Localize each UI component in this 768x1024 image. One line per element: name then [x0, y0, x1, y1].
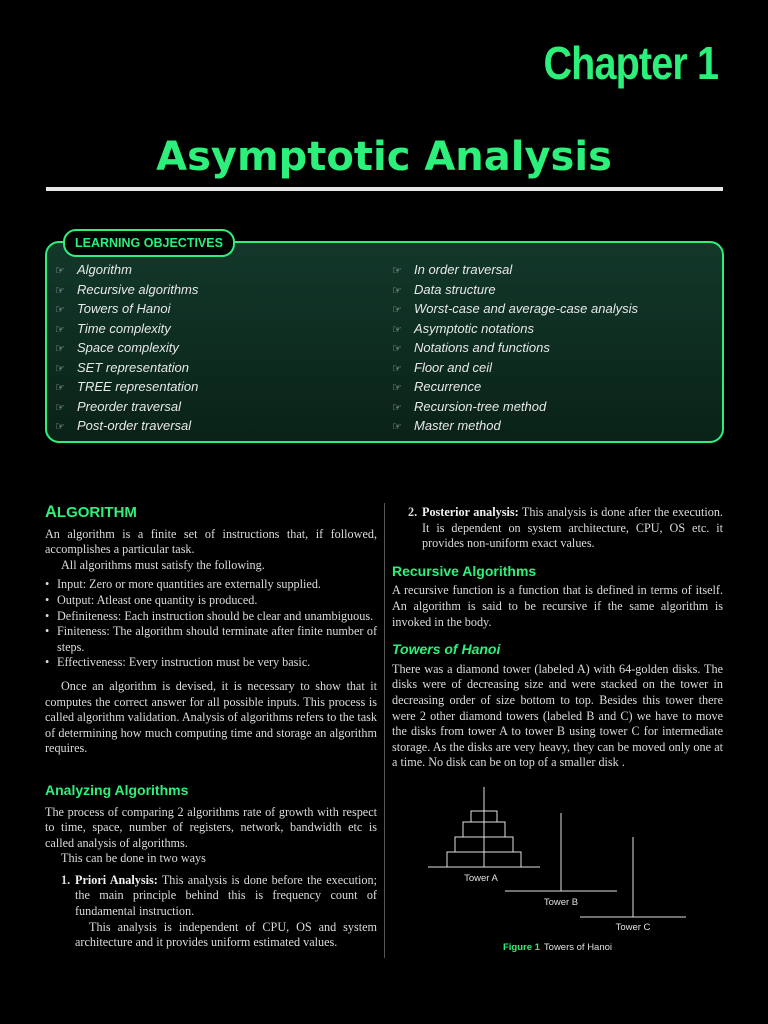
pointing-hand-icon: ☞: [55, 421, 65, 433]
analyzing-heading: Analyzing Algorithms: [45, 781, 189, 798]
tower-b-label: Tower B: [543, 897, 579, 908]
pointing-hand-icon: ☞: [392, 421, 402, 433]
objective-item: ☞ Time complexity: [55, 319, 198, 339]
page-title: Asymptotic Analysis: [156, 134, 612, 180]
hanoi-heading: Towers of Hanoi: [392, 641, 501, 658]
pointing-hand-icon: ☞: [55, 401, 65, 414]
objective-item: ☞ Recursive algorithms: [55, 280, 198, 300]
objective-item: ☞ Towers of Hanoi: [55, 299, 198, 319]
objective-item: ☞ Floor and ceil: [392, 358, 638, 378]
objective-item: ☞ TREE representation: [55, 377, 198, 397]
objective-item: ☞ SET representation: [55, 358, 198, 378]
recursive-heading: Recursive Algorithms: [392, 562, 537, 579]
list-item: • Input: Zero or more quantities are externally supplied.: [45, 577, 377, 593]
list-item: • Output: Atleast one quantity is produced.: [45, 593, 377, 609]
pointing-hand-icon: ☞: [392, 304, 402, 316]
figure-caption-text: Towers of Hanoi: [543, 942, 613, 953]
objective-item: ☞ Algorithm: [55, 260, 198, 280]
list-item: • Effectiveness: Every instruction must be very basic.: [45, 655, 377, 671]
algorithm-heading: ALGORITHM: [45, 503, 137, 521]
tower-c-label: Tower C: [615, 922, 651, 933]
objective-item: ☞ Worst-case and average-case analysis: [392, 299, 638, 319]
left-column: [45, 505, 377, 951]
priori-analysis-more: This analysis is independent of CPU, OS and system architecture and it provides uniform estimated values.: [75, 919, 377, 950]
algorithm-definition: An algorithm is a finite set of instructions that, if followed, accomplishes a particular task.: [45, 526, 377, 557]
pointing-hand-icon: ☞: [392, 284, 402, 297]
analyzing-ways: This can be done in two ways: [61, 851, 206, 866]
objective-item: ☞ In order traversal: [392, 260, 638, 280]
right-column: [392, 505, 723, 771]
figure-caption: [392, 942, 723, 953]
analyzing-paragraph: The process of comparing 2 algorithms rate of growth with respect to time, space, number of registers, network, bandwidth etc is called analysis of algorithms.: [45, 804, 377, 850]
tower-a-label: Tower A: [464, 873, 498, 884]
pointing-hand-icon: ☞: [392, 382, 402, 394]
objective-item: ☞ Post-order traversal: [55, 416, 198, 436]
pointing-hand-icon: ☞: [392, 362, 402, 375]
pointing-hand-icon: ☞: [392, 265, 402, 277]
title-rule: [46, 187, 723, 191]
chapter-number: Chapter 1: [543, 37, 718, 89]
algorithm-properties-list: [45, 577, 377, 671]
objective-item: ☞ Recursion-tree method: [392, 397, 638, 417]
list-item: • Finiteness: The algorithm should terminate after finite number of steps.: [45, 624, 377, 655]
recursive-paragraph: A recursive function is a function that is defined in terms of itself. An algorithm is said to be recursive if the same algorithm is invoked in the body.: [392, 583, 723, 629]
objective-item: ☞ Notations and functions: [392, 338, 638, 358]
pointing-hand-icon: ☞: [55, 323, 65, 336]
pointing-hand-icon: ☞: [55, 265, 65, 277]
objectives-right-list: [392, 260, 638, 436]
learning-objectives-label: LEARNING OBJECTIVES: [63, 229, 235, 257]
posterior-analysis-item: 2. Posterior analysis: This analysis is done after the execution. It is dependent on system architecture, CPU, OS etc. it provides non-uniform exact values.: [408, 505, 723, 551]
algorithm-intro: All algorithms must satisfy the following.: [61, 557, 265, 572]
pointing-hand-icon: ☞: [392, 401, 402, 414]
towers-of-hanoi-figure: [392, 785, 723, 960]
pointing-hand-icon: ☞: [55, 382, 65, 394]
algorithm-validation-paragraph: Once an algorithm is devised, it is necessary to show that it computes the correct answer for all possible inputs. This process is called algorithm validation. Analysis of algorithms refers to the task of determining how much computing time and storage an algorithm requires.: [45, 678, 377, 756]
objective-item: ☞ Data structure: [392, 280, 638, 300]
figure-number: Figure 1: [502, 942, 540, 953]
pointing-hand-icon: ☞: [392, 343, 402, 355]
objective-item: ☞ Master method: [392, 416, 638, 436]
pointing-hand-icon: ☞: [55, 284, 65, 297]
objective-item: ☞ Preorder traversal: [55, 397, 198, 417]
objectives-left-list: [55, 260, 198, 436]
list-item: • Definiteness: Each instruction should be clear and unambiguous.: [45, 609, 377, 625]
pointing-hand-icon: ☞: [392, 323, 402, 336]
objective-item: ☞ Recurrence: [392, 377, 638, 397]
hanoi-paragraph: There was a diamond tower (labeled A) with 64-golden disks. The disks were of decreasing size and were stacked on the tower in decreasing order of size bottom to top. Besides this tower there were 2 other diamond towers (labeled B and C) we have to move the disks from tower A to tower B using tower C for intermediate storage. As the disks are very heavy, they can be moved only one at a time. No disk can be on top of a smaller disk .: [392, 661, 723, 770]
objective-item: ☞ Space complexity: [55, 338, 198, 358]
priori-analysis-item: 1. Priori Analysis: This analysis is done before the execution; the main principle behind this is frequency count of fundamental instruction.: [61, 872, 377, 919]
objective-item: ☞ Asymptotic notations: [392, 319, 638, 339]
pointing-hand-icon: ☞: [55, 343, 65, 355]
column-divider: [384, 503, 385, 958]
pointing-hand-icon: ☞: [55, 304, 65, 316]
pointing-hand-icon: ☞: [55, 362, 65, 375]
